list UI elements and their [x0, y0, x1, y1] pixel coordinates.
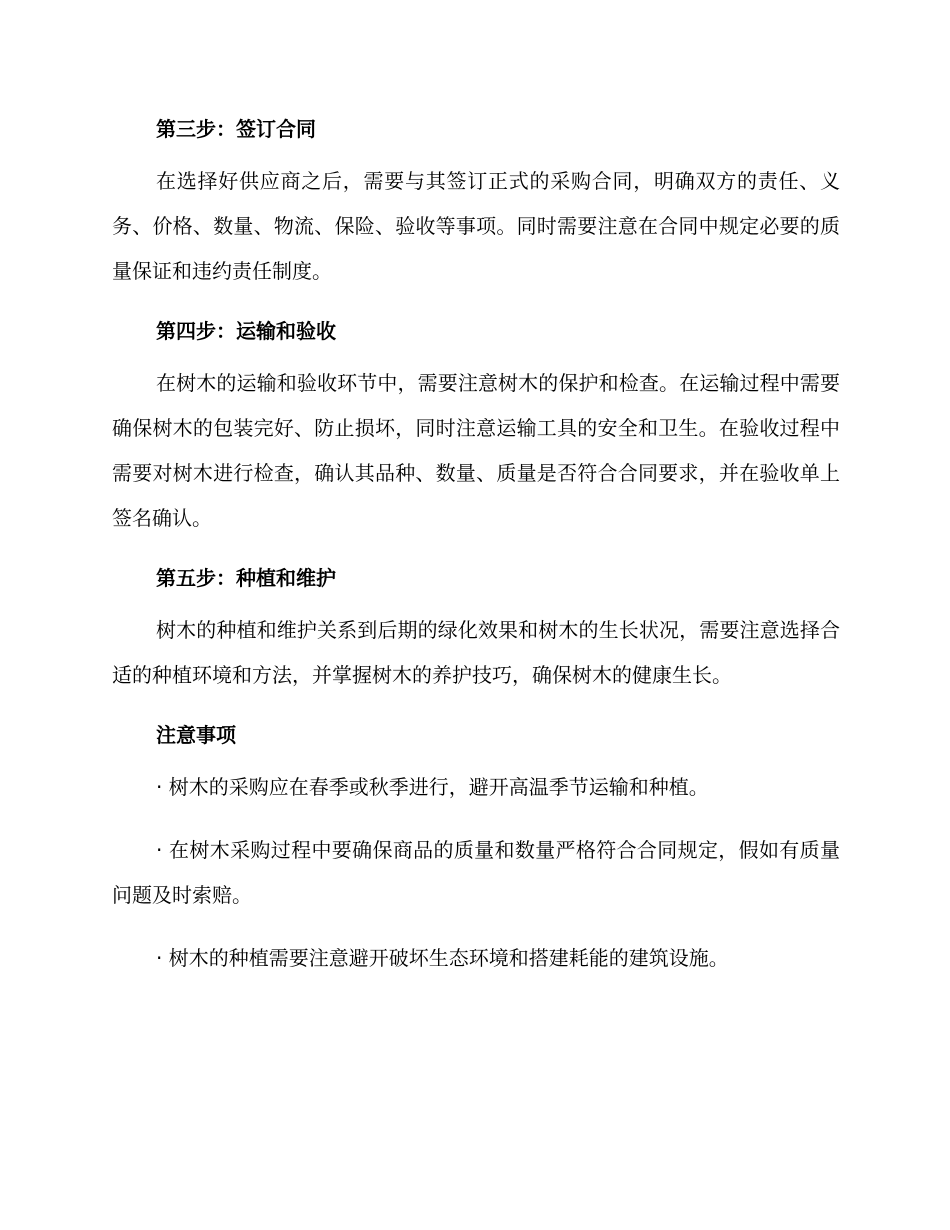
notes-heading: 注意事项 — [156, 723, 236, 747]
section-paragraph-step-5: 树木的种植和维护关系到后期的绿化效果和树木的生长状况，需要注意选择合适的种植环境和方法，并掌握树木的养护技巧，确保树木的健康生长。 — [112, 618, 840, 687]
note-item-2: · 在树木采购过程中要确保商品的质量和数量严格符合合同规定，假如有质量问题及时索赔。 — [112, 838, 840, 907]
section-heading-step-5: 第五步：种植和维护 — [156, 566, 336, 590]
section-heading-step-3: 第三步：签订合同 — [156, 117, 316, 141]
section-paragraph-step-4: 在树木的运输和验收环节中，需要注意树木的保护和检查。在运输过程中需要确保树木的包装完好、防止损坏，同时注意运输工具的安全和卫生。在验收过程中需要对树木进行检查，确认其品种、数量、质量是否符合合同要求，并在验收单上签名确认。 — [112, 371, 840, 530]
section-heading-step-4: 第四步：运输和验收 — [156, 319, 336, 343]
section-paragraph-step-3: 在选择好供应商之后，需要与其签订正式的采购合同，明确双方的责任、义务、价格、数量、物流、保险、验收等事项。同时需要注意在合同中规定必要的质量保证和违约责任制度。 — [112, 169, 840, 283]
note-item-1: · 树木的采购应在春季或秋季进行，避开高温季节运输和种植。 — [156, 775, 709, 799]
note-item-3: · 树木的种植需要注意避开破坏生态环境和搭建耗能的建筑设施。 — [156, 946, 729, 970]
